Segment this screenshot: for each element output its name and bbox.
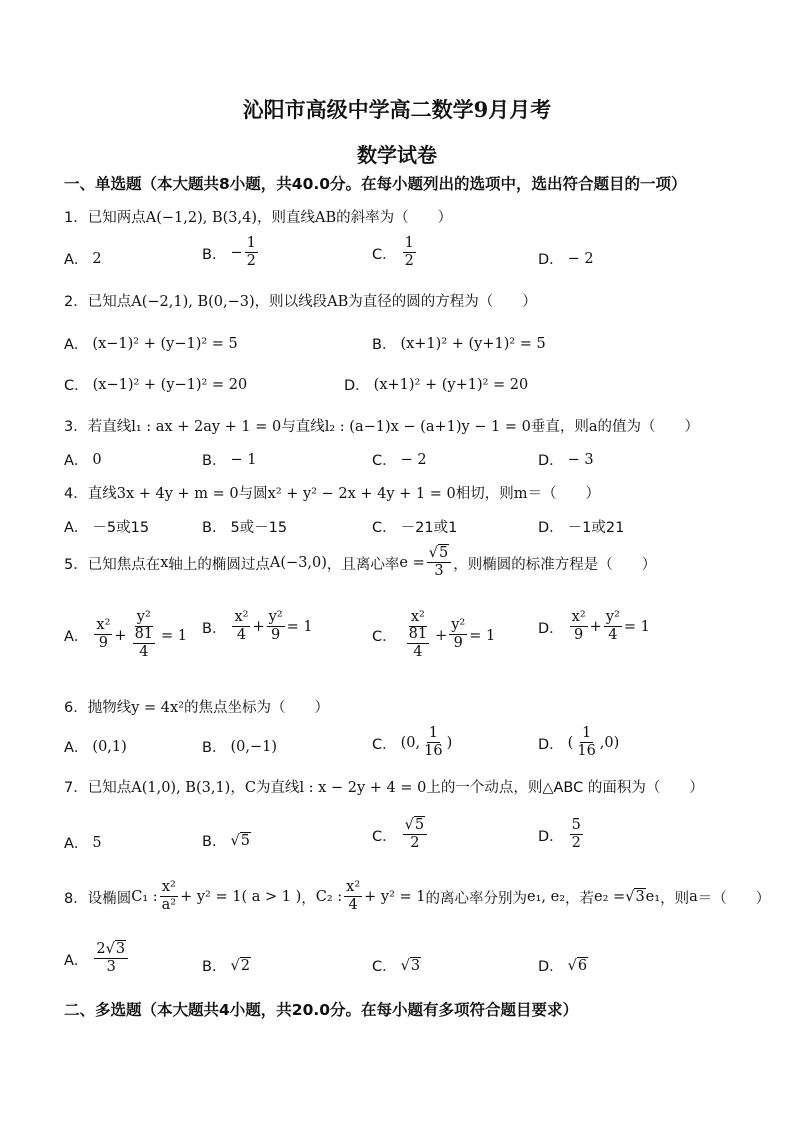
q2-option-c[interactable]: C． (x−1)² + (y−1)² = 20 bbox=[64, 376, 248, 394]
q8-option-c[interactable]: C． √ 3 bbox=[372, 957, 421, 975]
q8-option-b[interactable]: B． √ 2 bbox=[202, 957, 250, 975]
q4-option-a[interactable]: A． －5或15 bbox=[64, 520, 150, 536]
q1-option-a[interactable]: A． 2 bbox=[64, 250, 102, 268]
q1-option-d[interactable]: D． − 2 bbox=[538, 250, 594, 268]
q1-option-b[interactable]: B． − $\frac{1}{2}$ bbox=[202, 235, 256, 269]
q2-option-a[interactable]: A． (x−1)² + (y−1)² = 5 bbox=[64, 335, 238, 353]
q1-text-post: 的斜率为（ ） bbox=[336, 210, 453, 226]
question-1 bbox=[64, 206, 452, 227]
q3-option-a[interactable]: A． 0 bbox=[64, 451, 102, 469]
question-7: 7．已知点A(1,0), B(3,1)，C为直线l : x − 2y + 4 = 0上的一个动点，则△ABC 的面积为（ ） bbox=[64, 780, 704, 796]
page-title: 沁阳市高级中学高二数学9月月考 bbox=[242, 97, 552, 122]
question-3: 3．若直线l₁ : ax + 2ay + 1 = 0与直线l₂ : (a−1)x − (a+1)y − 1 = 0垂直，则a的值为（ ） bbox=[64, 419, 700, 435]
q1-text-pre: 1．已知两点 bbox=[64, 210, 146, 226]
q3-option-b[interactable]: B． − 1 bbox=[202, 451, 257, 469]
question-6: 6．抛物线y = 4x²的焦点坐标为（ ） bbox=[64, 700, 330, 716]
section-multi-choice: 二、多选题（本大题共4小题，共20.0分。在每小题有多项符合题目要求） bbox=[64, 1001, 579, 1019]
q8-option-d[interactable]: D． √ 6 bbox=[538, 957, 588, 975]
q3-option-d[interactable]: D． − 3 bbox=[538, 451, 594, 469]
q6-option-c[interactable]: C． (0, $\frac{1}{16}$ ) bbox=[372, 725, 453, 759]
fraction: $\frac{1}{2}$ bbox=[246, 235, 256, 269]
q4-option-c[interactable]: C． －21或1 bbox=[372, 520, 458, 536]
q2-option-d[interactable]: D． (x+1)² + (y+1)² = 20 bbox=[344, 376, 529, 394]
q1-points: A(−1,2), B(3,4) bbox=[145, 210, 257, 226]
fraction: $\frac{1}{2}$ bbox=[404, 235, 414, 269]
q5-option-b[interactable]: B． $\frac{\text{x²}}{4}$ + $\frac{\text{y²}}{9}$ = 1 bbox=[202, 609, 313, 643]
q5-option-a[interactable]: A． $\frac{\text{x²}}{9}$ + $\frac{\text{y²}}{\frac{81}{4}}$ = 1 bbox=[64, 609, 188, 660]
question-4: 4．直线3x + 4y + m = 0与圆x² + y² − 2x + 4y + 1 = 0相切，则m＝（ ） bbox=[64, 486, 600, 502]
question-2: 2．已知点A(−2,1), B(0,−3)，则以线段AB为直径的圆的方程为（ ） bbox=[64, 294, 537, 310]
q5-option-d[interactable]: D． $\frac{\text{x²}}{9}$ + $\frac{\text{y²}}{4}$ = 1 bbox=[538, 609, 650, 643]
q1-line: AB bbox=[314, 210, 337, 226]
q4-option-d[interactable]: D． －1或21 bbox=[538, 520, 625, 536]
q7-option-b[interactable]: B． √ 5 bbox=[202, 832, 250, 850]
q2-option-b[interactable]: B． (x+1)² + (y+1)² = 5 bbox=[372, 335, 546, 353]
q3-option-c[interactable]: C． − 2 bbox=[372, 451, 427, 469]
q7-option-c[interactable]: C． $\frac{√5}{2}$ bbox=[372, 818, 429, 852]
section-single-choice: 一、单选题（本大题共8小题，共40.0分。在每小题列出的选项中，选出符合题目的一项） bbox=[64, 175, 687, 193]
q7-option-a[interactable]: A． 5 bbox=[64, 834, 102, 852]
q5-option-c[interactable]: C． $\frac{\text{x²}}{\frac{81}{4}}$ + $\frac{\text{y²}}{9}$ = 1 bbox=[372, 609, 496, 660]
q1-text-mid: ，则直线 bbox=[256, 210, 315, 226]
q7-option-d[interactable]: D． $\frac{5}{2}$ bbox=[538, 817, 581, 851]
question-5: 5．已知焦点在 x 轴上的椭圆过点 A(−3,0) ，且离心率 e = $\frac{√5}{3}$ ，则椭圆的标准方程是（ ） bbox=[64, 545, 657, 579]
question-8: 8．设椭圆 C₁ : $\frac{\text{x²}}{\text{a²}}$ + y² = 1 ( a > 1 ) ， C₂ : $\frac{\text{x²}}{4}$ + y² = 1 的离心率分别为 e₁, e₂ ，若 e₂ = √3 e₁ ，则 a ＝（ ） bbox=[64, 879, 771, 913]
q1-option-c[interactable]: C． $\frac{1}{2}$ bbox=[372, 235, 414, 269]
q6-option-a[interactable]: A． (0,1) bbox=[64, 738, 127, 756]
q6-option-d[interactable]: D． ( $\frac{1}{16}$ ,0) bbox=[538, 725, 620, 759]
page-subtitle: 数学试卷 bbox=[357, 143, 437, 167]
q6-option-b[interactable]: B． (0,−1) bbox=[202, 738, 277, 756]
q4-option-b[interactable]: B． 5或－15 bbox=[202, 520, 288, 536]
q8-option-a[interactable]: A． $\frac{2√3}{3}$ bbox=[64, 942, 130, 976]
fraction: $\frac{√5}{3}$ bbox=[427, 546, 451, 580]
